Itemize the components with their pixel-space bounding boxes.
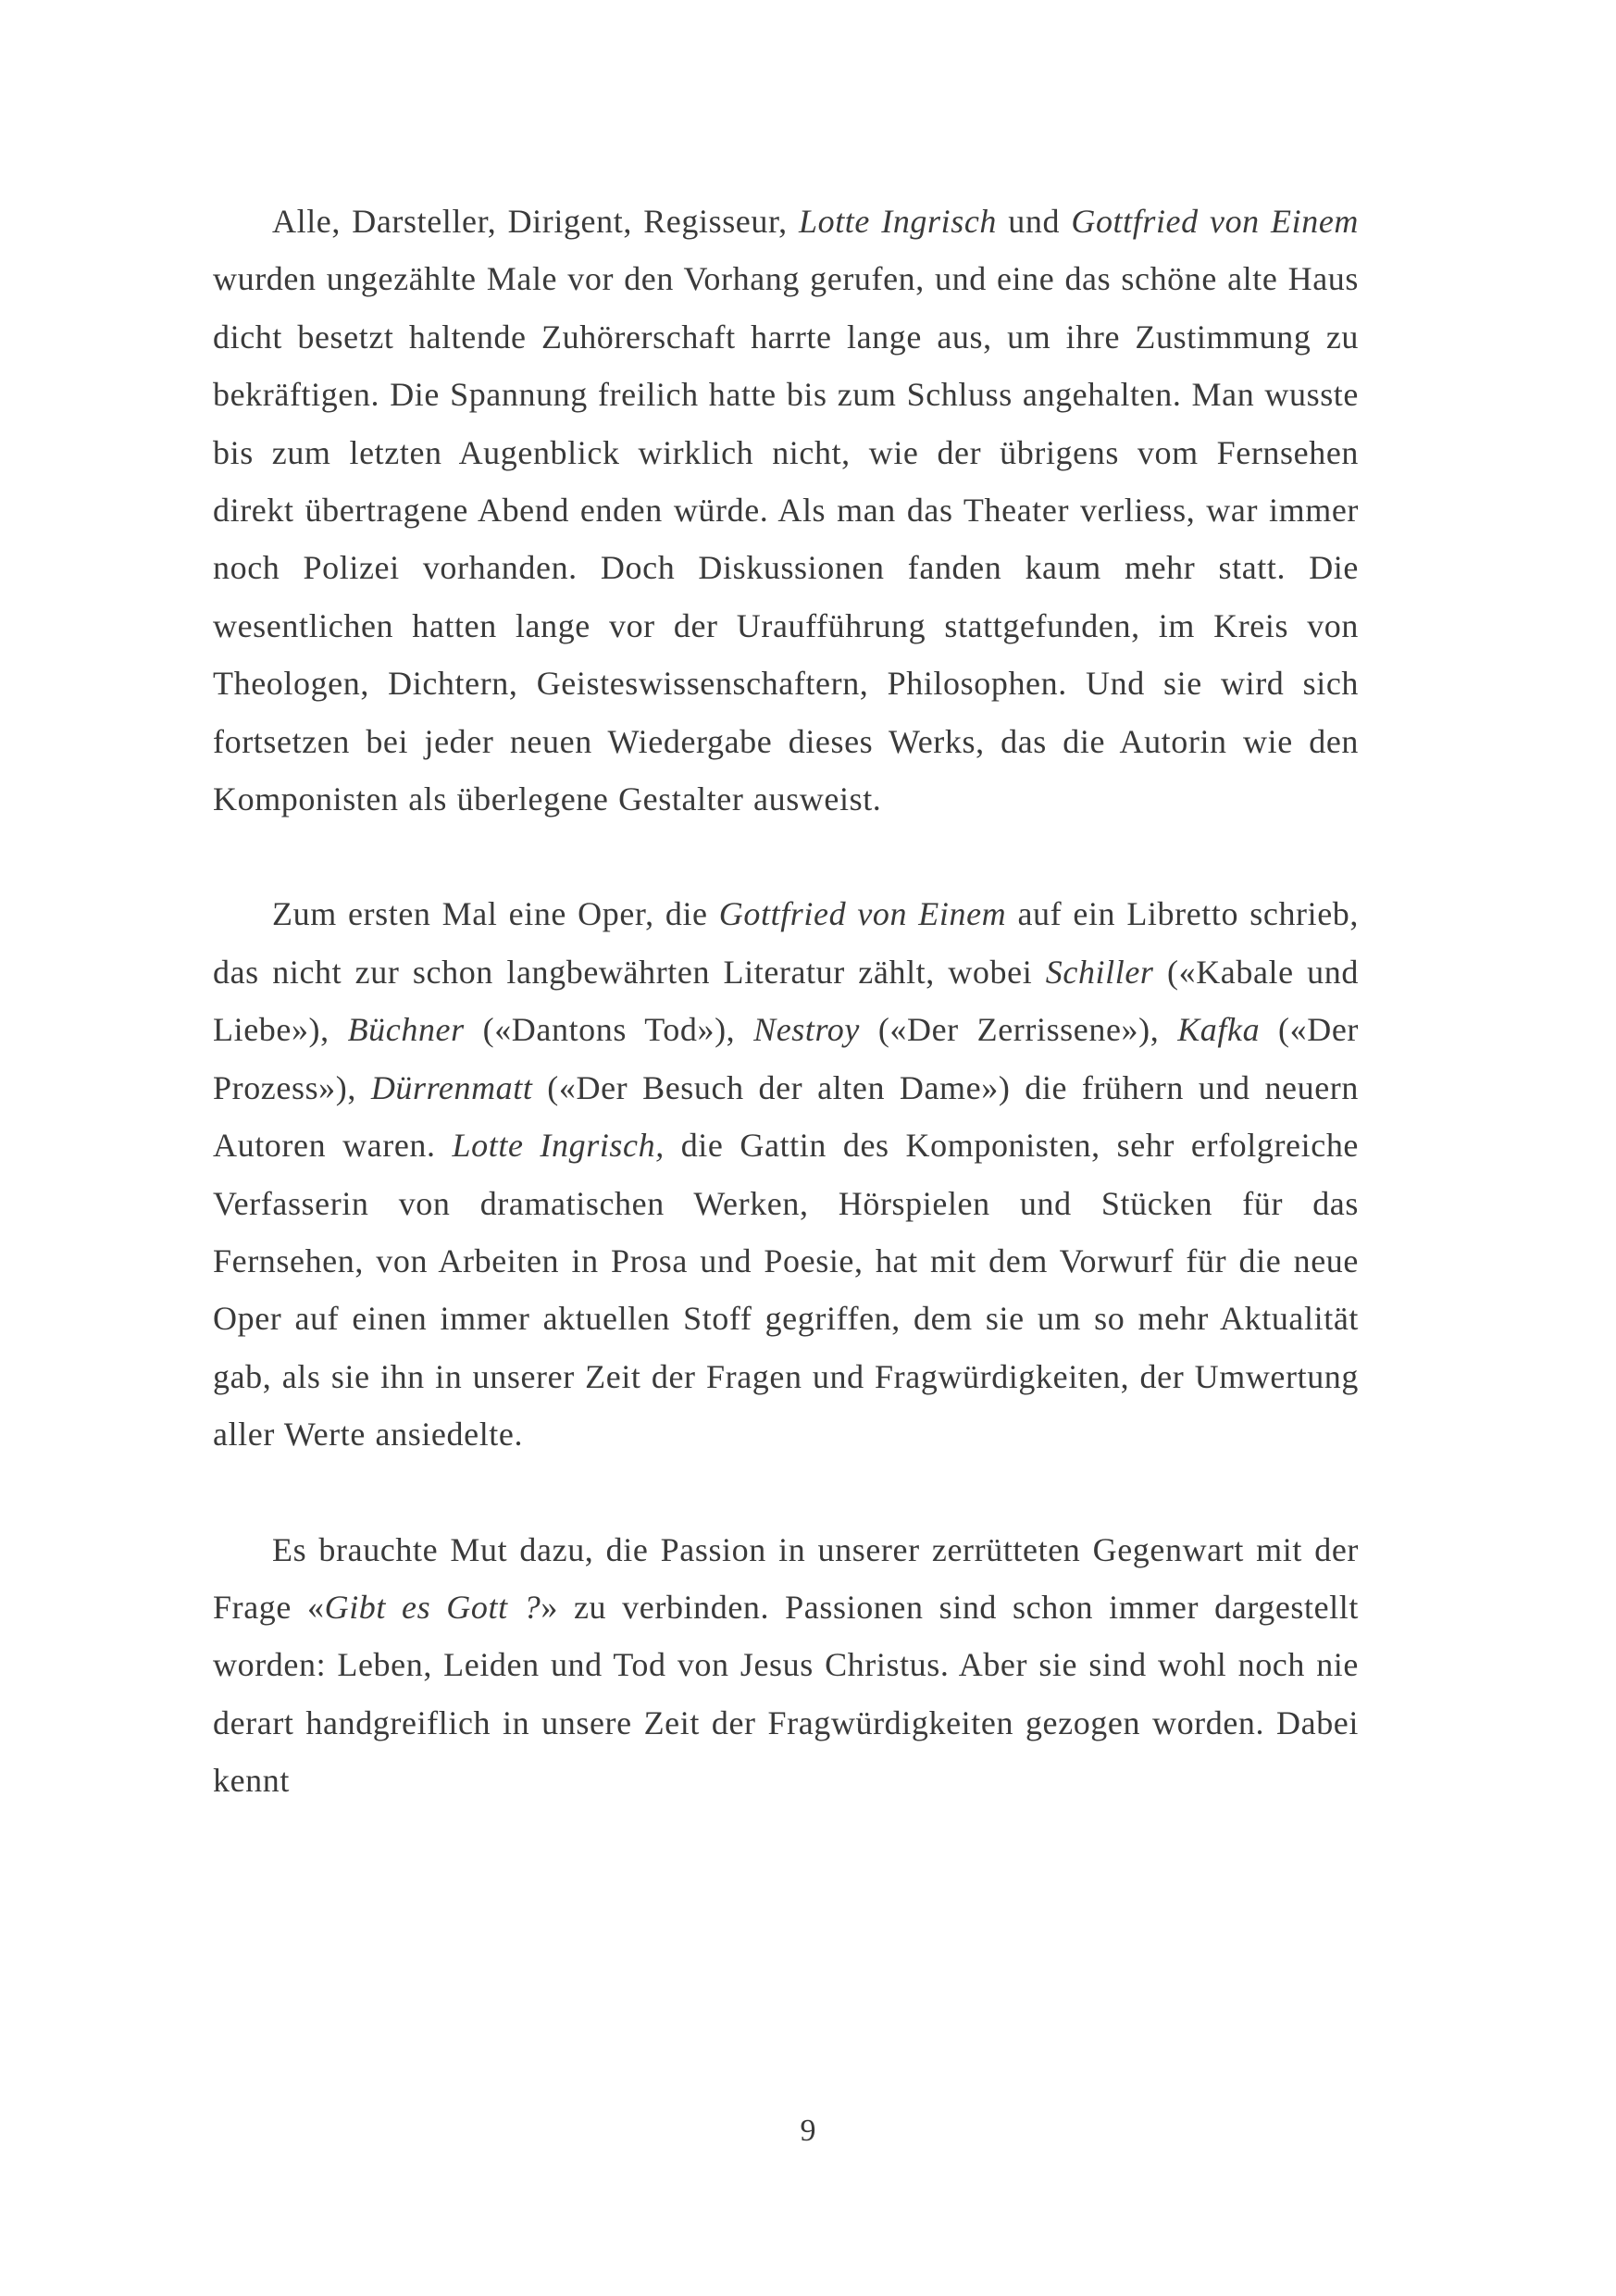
italic-name: Gibt es Gott ? <box>324 1588 541 1626</box>
paragraph-3: Es brauchte Mut dazu, die Passion in unserer zerrütteten Gegenwart mit der Frage «Gibt es Gott ?» zu verbinden. Passionen sind schon immer dargestellt worden: Leben, Leiden und Tod von Jesus Christus. Aber sie sind wohl noch nie derart handgreiflich in unsere Zeit der Fragwürdigkeiten gezogen worden. Dabei kennt <box>213 1530 1359 1800</box>
italic-name: Nestroy <box>753 1011 860 1049</box>
italic-name: Kafka <box>1177 1011 1261 1049</box>
italic-name: Lotte Ingrisch <box>798 203 998 240</box>
italic-name: Gottfried von Einem <box>1071 203 1359 240</box>
text-column <box>213 193 1359 1810</box>
italic-name: Dürrenmatt <box>370 1068 533 1106</box>
paragraph-2: Zum ersten Mal eine Oper, die Gottfried von Einem auf ein Libretto schrieb, das nicht zur schon langbewährten Literatur zählt, wobei Schiller («Kabale und Liebe»), Büchner («Dantons Tod»), Nestroy («Der Zerrissene»), Kafka («Der Prozess»), Dürrenmatt («Der Besuch der alten Dame») die frühern und neuern Autoren waren. Lotte Ingrisch, die Gattin des Komponisten, sehr erfolgreiche Verfasserin von dramatischen Werken, Hörspielen und Stücken für das Fernsehen, von Arbeiten in Prosa und Poesie, hat mit dem Vorwurf für die neue Oper auf einen immer aktuellen Stoff gegriffen, dem sie um so mehr Aktualität gab, als sie ihn in unserer Zeit der Fragen und Fragwürdigkeiten, der Umwertung aller Werte ansiedelte. <box>213 895 1360 1454</box>
italic-name: Schiller <box>1045 953 1154 991</box>
paragraph-1: Alle, Darsteller, Dirigent, Regisseur, Lotte Ingrisch und Gottfried von Einem wurden ungezählte Male vor den Vorhang gerufen, und eine das schöne alte Haus dicht besetzt haltende Zuhörerschaft harrte lange aus, um ihre Zustimmung zu bekräftigen. Die Spannung freilich hatte bis zum Schluss angehalten. Man wusste bis zum letzten Augenblick wirklich nicht, wie der übrigens vom Fernsehen direkt übertragene Abend enden würde. Als man das Theater verliess, war immer noch Polizei vorhanden. Doch Diskussionen fanden kaum mehr statt. Die wesentlichen hatten lange vor der Uraufführung stattgefunden, im Kreis von Theologen, Dichtern, Geisteswissenschaftern, Philosophen. Und sie wird sich fortsetzen bei jeder neuen Wiedergabe dieses Werks, das die Autorin wie den Komponisten als überlegene Gestalter ausweist. <box>213 203 1359 818</box>
italic-name: Lotte Ingrisch, <box>452 1127 665 1165</box>
page-number: 9 <box>800 2114 816 2148</box>
italic-name: Büchner <box>347 1011 465 1049</box>
italic-name: Gottfried von Einem <box>718 895 1007 933</box>
